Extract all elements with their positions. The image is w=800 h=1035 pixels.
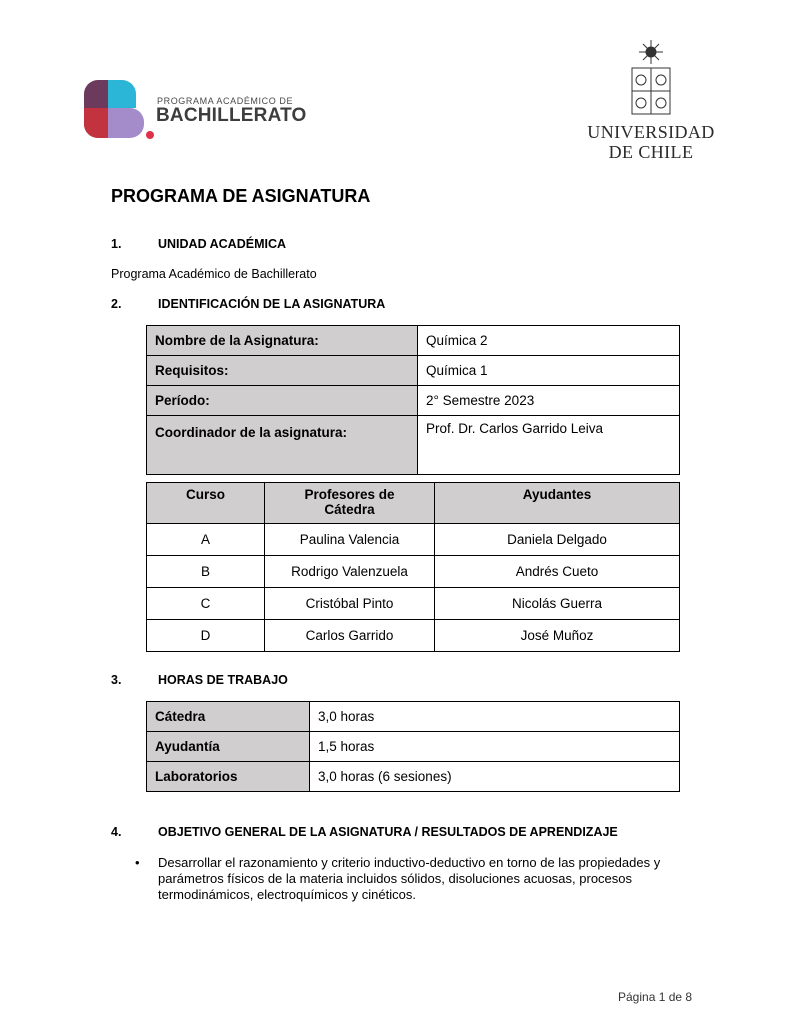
hours-value: 1,5 horas — [310, 732, 680, 762]
column-header-profesores — [265, 483, 435, 524]
identification-value: Química 1 — [418, 356, 680, 386]
table-row — [147, 524, 680, 556]
course-cell: A — [147, 524, 265, 556]
objective-line: termodinámicos, electroquímicos y cinéticos. — [158, 887, 416, 902]
hours-value: 3,0 horas — [310, 702, 680, 732]
assistant-cell: Daniela Delgado — [435, 524, 680, 556]
course-cell: C — [147, 588, 265, 620]
section-4-title: OBJETIVO GENERAL DE LA ASIGNATURA / RESULTADOS DE APRENDIZAJE — [158, 825, 618, 839]
courses-table — [146, 482, 680, 652]
bachillerato-logo-top-text: PROGRAMA ACADÉMICO DE — [157, 96, 294, 106]
section-1-number: 1. — [111, 237, 122, 251]
section-1-text: Programa Académico de Bachillerato — [111, 267, 317, 281]
column-header-profesores-line1: Profesores de — [304, 487, 395, 502]
section-4-number: 4. — [111, 825, 122, 839]
table-row — [147, 702, 680, 732]
page-number: Página 1 de 8 — [618, 990, 693, 1004]
objective-line: Desarrollar el razonamiento y criterio inductivo-deductivo en torno de las propiedades y — [158, 855, 661, 870]
identification-table — [146, 325, 680, 475]
university-name-line2: DE CHILE — [608, 142, 694, 162]
assistant-cell: José Muñoz — [435, 620, 680, 652]
column-header-profesores-line2: Cátedra — [324, 502, 375, 517]
table-row — [147, 356, 680, 386]
bullet-icon: • — [135, 855, 140, 870]
table-row — [147, 588, 680, 620]
table-row — [147, 732, 680, 762]
table-row — [147, 386, 680, 416]
document-title: PROGRAMA DE ASIGNATURA — [111, 186, 371, 206]
identification-label: Nombre de la Asignatura: — [147, 326, 418, 356]
hours-label: Laboratorios — [147, 762, 310, 792]
column-header-ayudantes: Ayudantes — [435, 483, 680, 524]
table-row — [147, 556, 680, 588]
table-row — [147, 762, 680, 792]
table-row — [147, 620, 680, 652]
course-cell: D — [147, 620, 265, 652]
university-name-line1: UNIVERSIDAD — [587, 122, 715, 142]
hours-table — [146, 701, 680, 792]
hours-label: Cátedra — [147, 702, 310, 732]
identification-label: Coordinador de la asignatura: — [147, 416, 418, 475]
objective-line: parámetros físicos de la materia incluidos sólidos, disoluciones acuosas, procesos — [158, 871, 633, 886]
university-crest-icon — [626, 38, 676, 118]
identification-value: Prof. Dr. Carlos Garrido Leiva — [418, 416, 680, 475]
assistant-cell: Nicolás Guerra — [435, 588, 680, 620]
identification-value: 2° Semestre 2023 — [418, 386, 680, 416]
bachillerato-logo — [84, 80, 334, 140]
section-2-number: 2. — [111, 297, 122, 311]
table-row — [147, 326, 680, 356]
section-3-title: HORAS DE TRABAJO — [158, 673, 288, 687]
hours-value: 3,0 horas (6 sesiones) — [310, 762, 680, 792]
section-3-number: 3. — [111, 673, 122, 687]
professor-cell: Rodrigo Valenzuela — [265, 556, 435, 588]
section-2-title: IDENTIFICACIÓN DE LA ASIGNATURA — [158, 297, 386, 311]
table-row — [147, 416, 680, 475]
professor-cell: Paulina Valencia — [265, 524, 435, 556]
table-header-row — [147, 483, 680, 524]
bachillerato-logo-main-text: BACHILLERATO — [156, 105, 307, 126]
universidad-de-chile-logo — [586, 38, 716, 163]
professor-cell: Carlos Garrido — [265, 620, 435, 652]
bachillerato-logo-mark — [84, 80, 154, 140]
column-header-curso: Curso — [147, 483, 265, 524]
course-cell: B — [147, 556, 265, 588]
section-1-title: UNIDAD ACADÉMICA — [158, 237, 287, 251]
assistant-cell: Andrés Cueto — [435, 556, 680, 588]
objective-text — [158, 855, 688, 903]
professor-cell: Cristóbal Pinto — [265, 588, 435, 620]
identification-label: Período: — [147, 386, 418, 416]
identification-value: Química 2 — [418, 326, 680, 356]
hours-label: Ayudantía — [147, 732, 310, 762]
identification-label: Requisitos: — [147, 356, 418, 386]
